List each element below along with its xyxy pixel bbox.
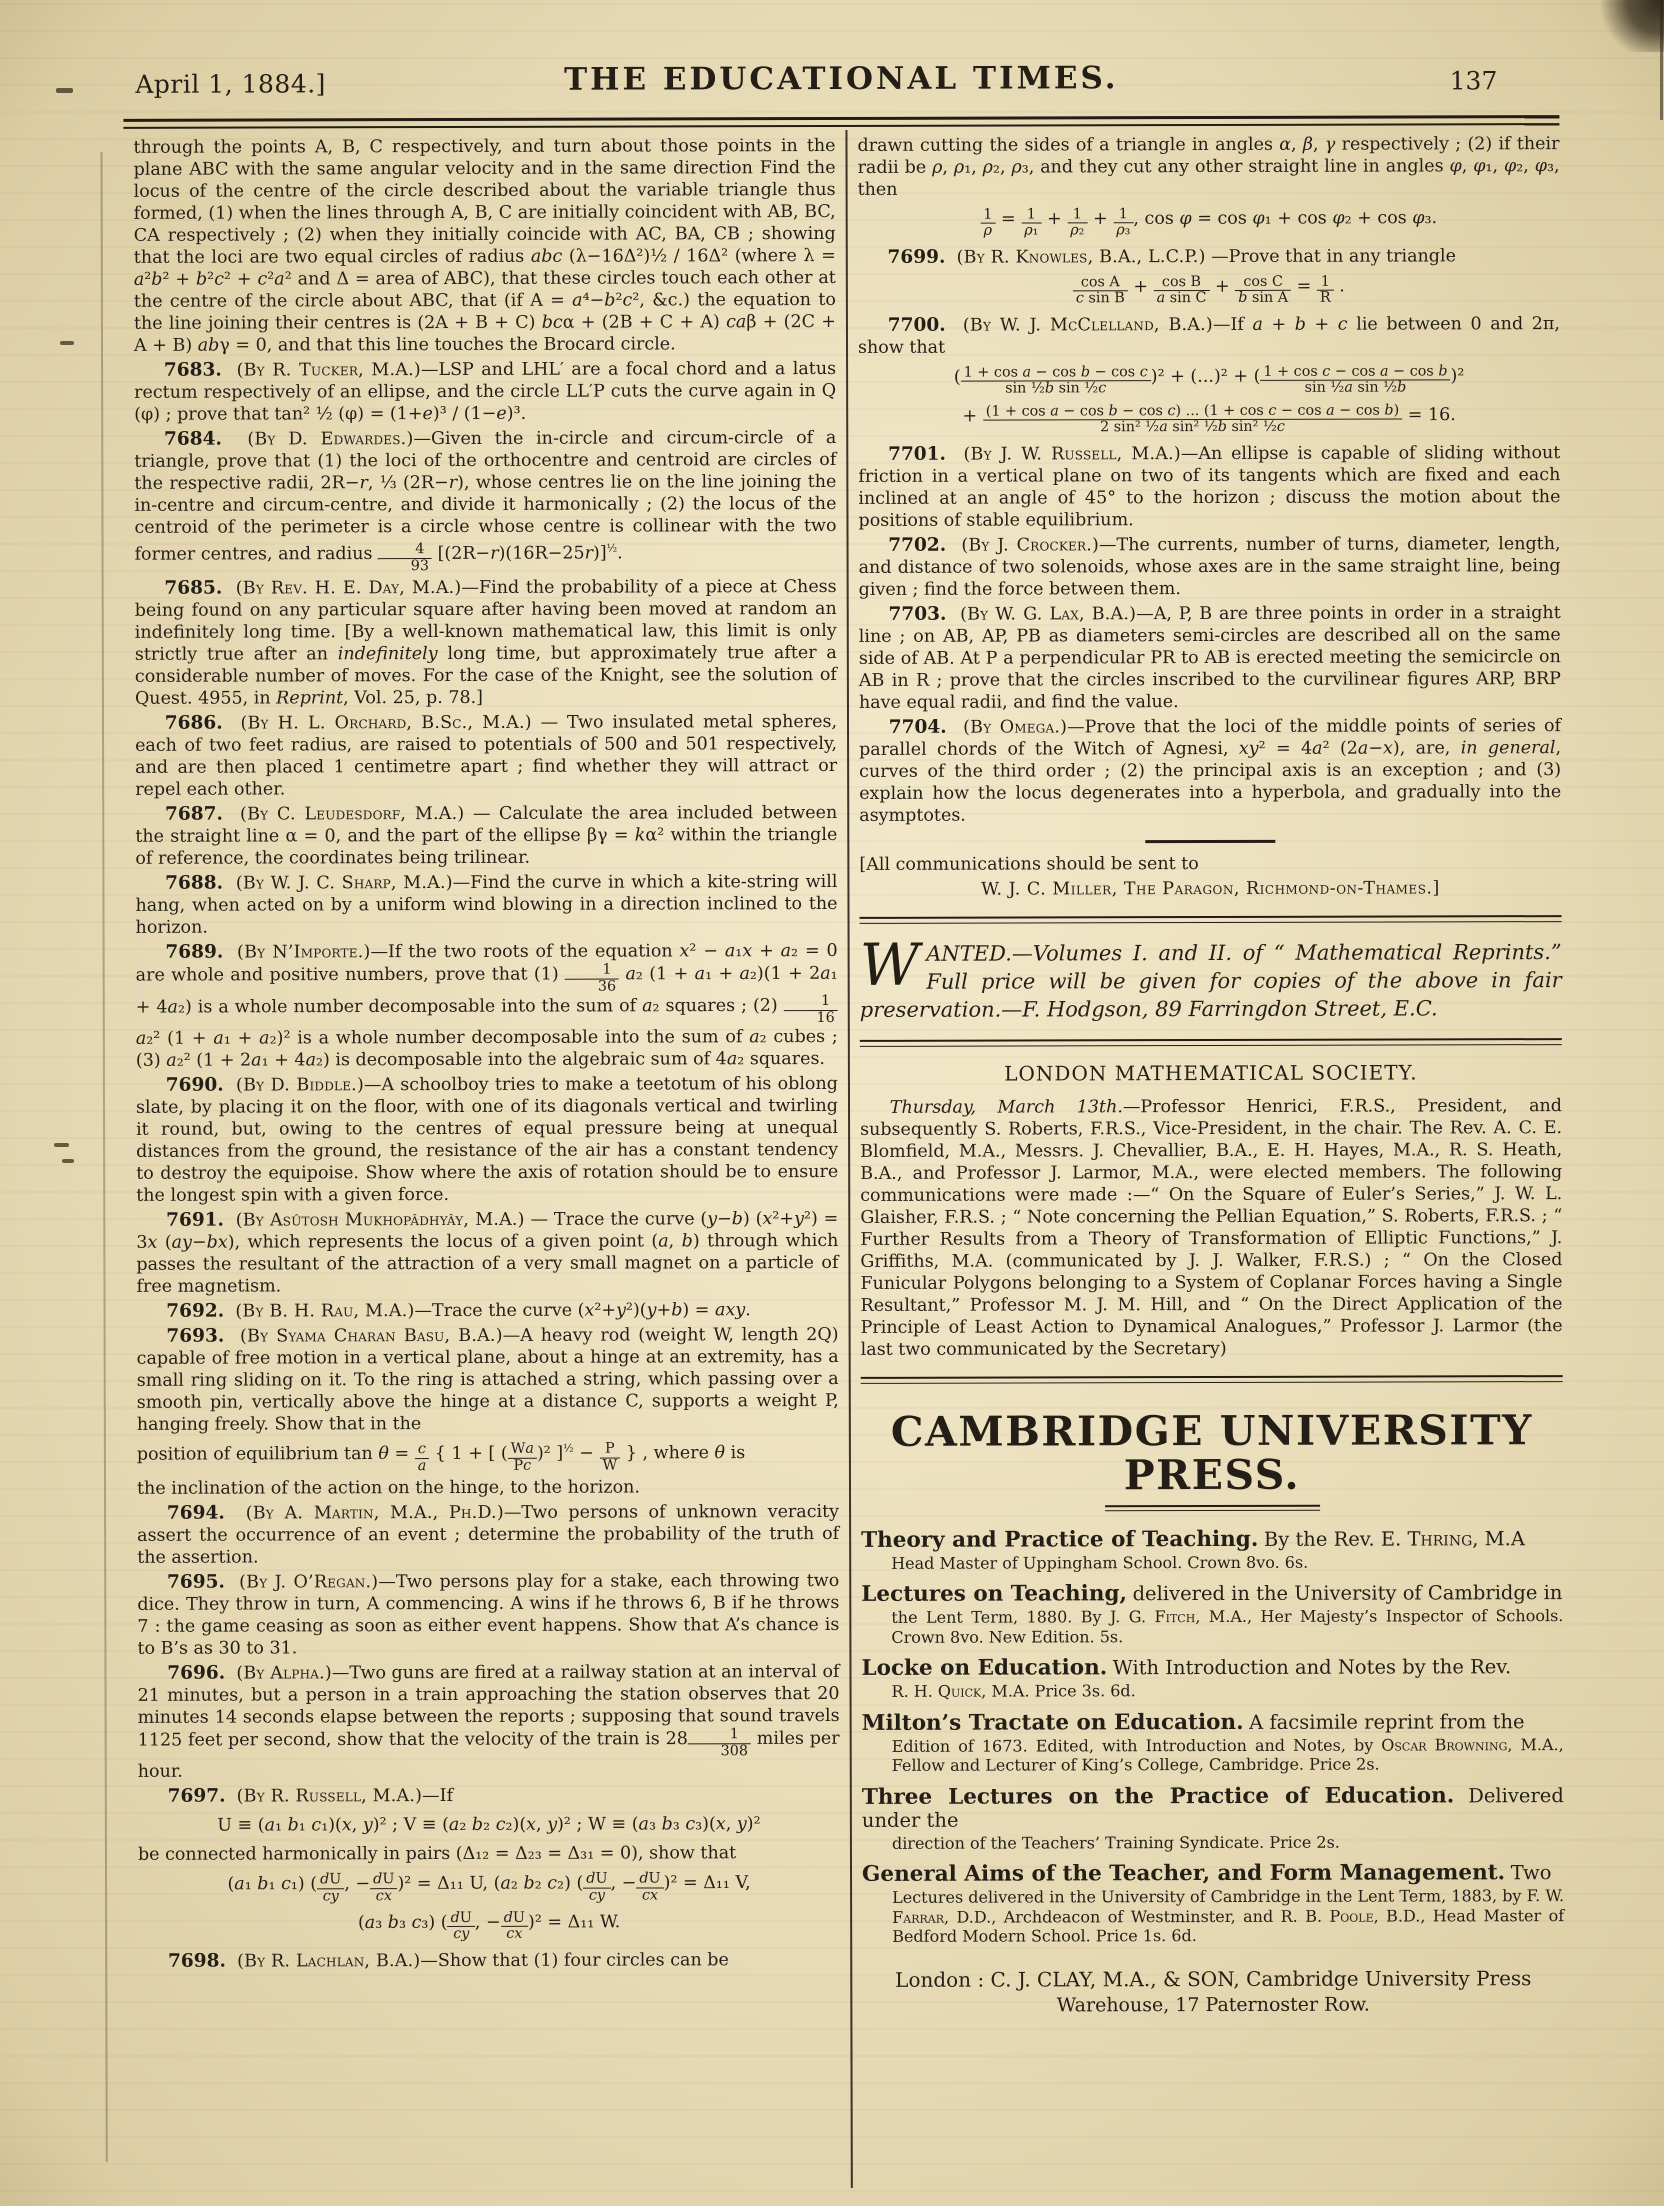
margin-mark <box>56 88 73 93</box>
book-listing: Milton’s Tractate on Education. A facsimile reprint from the Edition of 1673. Edited, with Introduction and Notes, by Oscar Browning, M.A., Fellow and Lecturer of King’s College, Cambridge. Price 2s. <box>861 1709 1564 1776</box>
book-listing: Lectures on Teaching, delivered in the University of Cambridge in the Lent Term, 1880. By J. G. Fitch, M.A., Her Majesty’s Inspector of Schools. Crown 8vo. New Edition. 5s. <box>861 1581 1564 1647</box>
problem-7702: 7702. (By J. Crocker.)—The currents, number of turns, diameter, length, and distance of two solenoids, whose axes are in the same straight line, being given ; find the force between them. <box>858 533 1561 600</box>
scan-smudge <box>1594 0 1664 52</box>
problem-7685: 7685. (By Rev. H. E. Day, M.A.)—Find the probability of a piece at Chess being found on any particular square after having been moved at random an indefinitely long time. [By a well-known mathematical law, this limit is only strictly true after an indefinitely long time, but approximately true after a considerable number of moves. For the case of the Knight, see the solution of Quest. 4955, in Reprint, Vol. 25, p. 78.] <box>134 577 837 709</box>
communications-note-line1: [All communications should be sent to <box>859 853 1199 875</box>
display-formula: (a₁ b₁ c₁) ( $\frac{dU}{cy}$ , − $\frac{dU}{cx}$ )² = Δ₁₁ U, (a₂ b₂ c₂) ( $\frac{dU}{cy}$ , − $\frac{dU}{cx}$ )² = Δ₁₁ V, <box>227 1870 751 1904</box>
problem-7692: 7692. (By B. H. Rau, M.A.)—Trace the curve (x²+y²)(y+b) = axy. <box>166 1300 751 1322</box>
left-column <box>133 132 840 1976</box>
problem-7683: 7683. (By R. Tucker, M.A.)—LSP and LHL′ are a focal chord and a latus rectum respectively of an ellipse, and the circle LL′P cuts the curve again in Q (φ) ; prove that tan² ½ (φ) = (1+e)³ / (1−e)³. <box>134 358 837 425</box>
margin-mark <box>54 1143 69 1147</box>
book-listing: Theory and Practice of Teaching. By the Rev. E. Thring, M.A Head Master of Uppingham School. Crown 8vo. 6s. <box>861 1526 1525 1573</box>
publisher-footer: London : C. J. CLAY, M.A., & SON, Cambridge University Press Warehouse, 17 Paternoster Row. <box>895 1966 1532 2017</box>
display-formula: $\frac{\text{cos A}}{\text{c sin B}}$ + $\frac{\text{cos B}}{\text{a sin C}}$ + $\frac{\text{cos C}}{\text{b sin A}}$ = $\frac{1}{R}$ . <box>858 274 1560 308</box>
right-column <box>857 130 1564 2017</box>
display-formula: (a₃ b₃ c₃) ( $\frac{dU}{cy}$ , − $\frac{dU}{cx}$ )² = Δ₁₁ W. <box>357 1909 621 1943</box>
equilibrium-formula-line: position of equilibrium tan θ = $\frac{c}{a}$ { 1 + [ ( $\frac{Wa}{Pc}$ )² ]$^{\frac{1}{2}}$ − $\frac{P}{W}$ } , where θ is <box>136 1440 746 1474</box>
problem-7695: 7695. (By J. O’Regan.)—Two persons play for a stake, each throwing two dice. They throw in turn, A commencing. A wins if he throws 6, B if he throws 7 : the game ceasing as soon as either event happens. Show that A’s chance is to B’s as 30 to 31. <box>137 1571 840 1659</box>
heading-rule <box>1105 1505 1320 1512</box>
advert-heading: CAMBRIDGE UNIVERSITY PRESS. <box>890 1406 1533 1500</box>
problem-7700: 7700. (By W. J. McClelland, B.A.)—If a + b + c lie between 0 and 2π, show that <box>857 314 1560 358</box>
margin-mark <box>62 1159 74 1163</box>
problem-7703: 7703. (By W. G. Lax, B.A.)—A, P, B are three points in order in a straight line ; on AB, AP, PB as diameters semi-circles are described all on the same side of AB. At P a perpendicular PR to AB is erected meeting the semicircle on AB in R ; prove that the circles inscribed to the curvilinear figures ARP, BRP have equal radii, and find the value. <box>858 602 1561 713</box>
book-listing: General Aims of the Teacher, and Form Management. Two Lectures delivered in the University of Cambridge in the Lent Term, 1883, by F. W. Farrar, D.D., Archdeacon of Westminster, and R. B. Poole, B.D., Head Master of Bedford Modern School. Price 1s. 6d. <box>861 1860 1565 1947</box>
communications-note-line2: W. J. C. Miller, The Paragon, Richmond-on-Thames.] <box>981 878 1440 900</box>
problem-7690: 7690. (By D. Biddle.)—A schoolboy tries to make a teetotum of his oblong slate, by placing it on the floor, with one of its diagonals vertical and twirling it round, but, owing to the centres of equal pressure being at unequal distances from the ground, the resistance of the air has a constant tendency to destroy the equipoise. Show where the axis of rotation should be to ensure the longest spin with a given force. <box>135 1073 839 1206</box>
problem-7699: 7699. (By R. Knowles, B.A., L.C.P.) —Prove that in any triangle <box>887 246 1456 268</box>
scan-edge-mark <box>1660 0 1663 120</box>
display-formula: $\frac{1}{\rho}$ = $\frac{1}{\text{ρ₁}}$ + $\frac{1}{\text{ρ₂}}$ + $\frac{1}{\text{ρ₃}}$ , cos φ = cos φ₁ + cos φ₂ + cos φ₃. <box>858 206 1560 240</box>
equilibrium-formula-tail: the inclination of the action on the hinge, to the horizon. <box>136 1477 640 1499</box>
problem-7701: 7701. (By J. W. Russell, M.A.)—An ellipse is capable of sliding without friction in a vertical plane on two of its tangents which are fixed and each inclined at an angle of 45° to the horizon ; discuss the motion about the positions of stable equilibrium. <box>858 442 1561 531</box>
continuation-paragraph: through the points A, B, C respectively, and turn about those points in the plane ABC with the same angular velocity and in the same direction Find the locus of the centre of the circle described about the variable triangle thus formed, (1) when the lines through A, B, C are initially coincident with AB, BC, CA respectively ; (2) when they initially coincide with AC, BA, CB ; showing that the loci are two equal circles of radius abc (λ−16Δ²)½ / 16Δ² (where λ = a²b² + b²c² + c²a² and Δ = area of ABC), that these circles touch each other at the centre of the circle about ABC, that (if A = a⁴−b²c², &c.) the equation to the line joining their centres is (2A + B + C) bcα + (2B + C + A) caβ + (2C + A + B) abγ = 0, and that this line touches the Brocard circle. <box>133 135 836 356</box>
column-divider <box>845 130 852 2188</box>
book-listing: Three Lectures on the Practice of Education. Delivered under the direction of the Teachers’ Training Syndicate. Price 2s. <box>861 1783 1564 1853</box>
margin-mark <box>60 341 74 345</box>
lms-report: Thursday, March 13th.—Professor Henrici, F.R.S., President, and subsequently S. Roberts, F.R.S., Vice-President, in the chair. The Rev. A. C. E. Blomfield, M.A., Messrs. J. Chevallier, B.A., E. H. Hayes, M.A., R. S. Heath, B.A., and Professor J. Larmor, M.A., were elected members. The following communications were made :—“ On the Square of Euler’s Series,” J. W. L. Glaisher, F.R.S. ; “ Note concerning the Pellian Equation,” S. Roberts, F.R.S. ; “ Further Results from a Theory of Transformation of Elliptic Functions,” J. Griffiths, M.A. (communicated by J. J. Walker, F.R.S.) ; “ On the Closed Funicular Polygons belonging to a System of Coplanar Forces having a Single Resultant,” Professor M. J. M. Hill, and “ On the Direct Application of the Principle of Least Action to Dynamical Analogues,” Professor J. Larmor (the last two communicated by the Secretary) <box>860 1095 1563 1360</box>
problem-7686: 7686. (By H. L. Orchard, B.Sc., M.A.) — Two insulated metal spheres, each of two feet radius, are raised to potentials of 500 and 501 respectively, and are then placed 1 centimetre apart ; find whether they will attract or repel each other. <box>135 712 838 800</box>
display-formula: U ≡ (a₁ b₁ c₁)(x, y)² ; V ≡ (a₂ b₂ c₂)(x, y)² ; W ≡ (a₃ b₃ c₃)(x, y)² <box>217 1814 761 1836</box>
page-number: 137 <box>1449 66 1498 96</box>
double-rule <box>860 915 1562 924</box>
header-date: April 1, 1884.] <box>135 69 326 99</box>
left-margin-rule <box>101 152 108 2162</box>
problem-7694: 7694. (By A. Martin, M.A., Ph.D.)—Two persons of unknown veracity assert the occurrence of an event ; determine the probability of the truth of the assertion. <box>137 1502 840 1568</box>
short-rule <box>1145 840 1275 843</box>
display-formula: + $\frac{\text{(1 + cos a − cos b − cos c) ... (1 + cos c − cos a − cos b)}}{\text{2 sin² ½a sin² ½b sin² ½c}}$ = 16. <box>962 402 1456 436</box>
book-listing: Locke on Education. With Introduction and Notes by the Rev. R. H. Quick, M.A. Price 3s. 6d. <box>861 1655 1512 1702</box>
page-title: THE EDUCATIONAL TIMES. <box>564 60 1119 98</box>
double-rule <box>861 1375 1563 1384</box>
problem-7696: 7696. (By Alpha.)—Two guns are fired at a railway station at an interval of 21 minutes, but a person in a train approaching the station observes that 20 minutes 14 seconds elapse between the reports ; supposing that sound travels 1125 feet per second, show that the velocity of the train is 28 $\frac{1}{308}$ miles per hour. <box>137 1662 840 1782</box>
continuation-7698: drawn cutting the sides of a triangle in angles α, β, γ respectively ; (2) if their radii be ρ, ρ₁, ρ₂, ρ₃, and they cut any other straight line in angles φ, φ₁, φ₂, φ₃, then <box>857 134 1560 200</box>
double-rule <box>860 1038 1562 1047</box>
section-heading: LONDON MATHEMATICAL SOCIETY. <box>1004 1060 1418 1086</box>
wanted-advert: WANTED.—Volumes I. and II. of “ Mathematical Reprints.” Full price will be given for copies of the above in fair preservation.—F. Hodgson, 89 Farringdon Street, E.C. <box>859 930 1562 1022</box>
header-rule <box>123 115 1559 129</box>
problem-7693: 7693. (By Syama Charan Basu, B.A.)—A heavy rod (weight W, length 2Q) capable of free motion in a vertical plane, about a hinge at an extremity, has a small ring sliding on it. To the ring is attached a string, which passing over a smooth pin, vertically above the hinge at a distance C, supports a weight P, hanging freely. Show that in the <box>136 1324 839 1435</box>
display-formula: ( $\frac{\text{1 + cos a − cos b − cos c}}{\text{sin ½b sin ½c}}$ )² + (...)² + ( $\frac{\text{1 + cos c − cos a − cos b}}{\text{sin ½a sin ½b}}$ )² <box>953 363 1465 397</box>
problem-7688: 7688. (By W. J. C. Sharp, M.A.)—Find the curve in which a kite-string will hang, when acted on by a uniform wind blowing in a direction inclined to the horizon. <box>135 872 838 938</box>
drop-cap: W <box>859 930 920 999</box>
problem-7697: 7697. (By R. Russell, M.A.)—If <box>167 1785 454 1807</box>
problem-7689: 7689. (By N’Importe.)—If the two roots of the equation x² − a₁x + a₂ = 0 are whole and positive numbers, prove that (1) $\frac{1}{36}$ a₂ (1 + a₁ + a₂)(1 + 2a₁ + 4a₂) is a whole number decomposable into the sum of a₂ squares ; (2) $\frac{1}{16}$ a₂² (1 + a₁ + a₂)² is a whole number decomposable into the sum of a₂ cubes ; (3) a₂² (1 + 2a₁ + 4a₂) is decomposable into the algebraic sum of 4a₂ squares. <box>135 941 838 1071</box>
problem-7704: 7704. (By Omega.)—Prove that the loci of the middle points of series of parallel chords of the Witch of Agnesi, xy² = 4a² (2a−x), are, in general, curves of the third order ; (2) the principal axis is an exception ; and (3) explain how the locus degenerates into a hyperbola, and gradually into the asymptotes. <box>859 715 1562 826</box>
problem-7684: 7684. (By D. Edwardes.)—Given the in-circle and circum-circle of a triangle, prove that (1) the loci of the orthocentre and centroid are circles of the respective radii, 2R−r, ⅓ (2R−r), whose centres lie on the line joining the in-centre and circum-centre, and divide it harmonically ; (2) the locus of the centroid of the perimeter is a circle whose centre is collinear with the two former centres, and radius $\frac{4}{93}$ $[(2R-r)(16R-25r)]^{\frac{1}{2}}$. <box>134 427 837 574</box>
problem-7691: 7691. (By Asûtosh Mukhopâdhyây, M.A.) — Trace the curve (y−b) (x²+y²) = 3x (ay−bx), which represents the locus of a given point (a, b) through which passes the resultant of the attraction of a very small magnet on a particle of free magnetism. <box>136 1208 839 1297</box>
problem-7698: 7698. (By R. Lachlan, B.A.)—Show that (1) four circles can be <box>167 1950 729 1972</box>
harmonic-pairs-line: be connected harmonically in pairs (Δ₁₂ = Δ₂₃ = Δ₃₁ = 0), show that <box>137 1843 737 1865</box>
problem-7687: 7687. (By C. Leudesdorf, M.A.) — Calculate the area included between the straight line α = 0, and the part of the ellipse βγ = kα² within the triangle of reference, the coordinates being trilinear. <box>135 803 838 869</box>
